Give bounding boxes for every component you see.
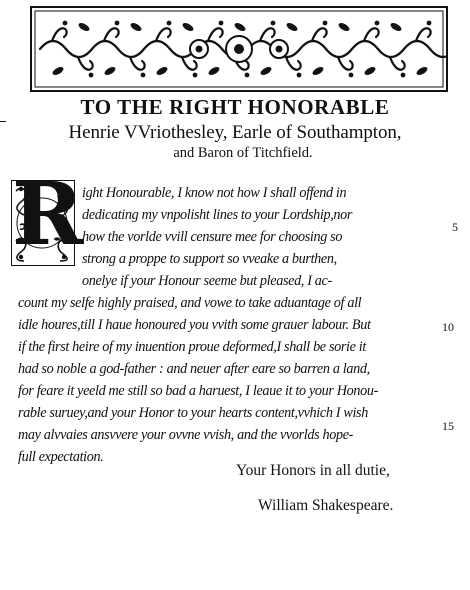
headpiece-leaf <box>337 21 350 32</box>
body-line: rable suruey,and your Honor to your hearts content,vvhich I wish <box>18 405 368 421</box>
headpiece-leaf <box>311 65 324 76</box>
headpiece-tendril <box>130 57 145 70</box>
headpiece-leaf <box>285 21 298 32</box>
headpiece-bud <box>245 73 250 78</box>
addressee-title-line: and Baron of Titchfield. <box>173 145 313 161</box>
headpiece-bud <box>401 73 406 78</box>
decorated-initial <box>11 164 84 266</box>
body-line: if the first heire of my inuention proue deformed,I shall be sorie it <box>18 339 366 355</box>
headpiece-bud <box>63 21 68 26</box>
headpiece-bud <box>193 73 198 78</box>
headpiece-bud <box>219 21 224 26</box>
headpiece-leaf <box>207 65 220 76</box>
headpiece-leaf <box>181 21 194 32</box>
body-line: for feare it yeeld me still so bad a haruest, I leaue it to your Honou- <box>18 383 378 399</box>
headpiece-bud <box>297 73 302 78</box>
addressee-line: Henrie VVriothesley, Earle of Southampton, <box>68 122 402 143</box>
line-number: 5 <box>452 220 458 234</box>
body-line: count my selfe highly praised, and vowe to take aduantage of all <box>18 295 362 311</box>
body-line: may alvvaies ansvvere your ovvne vvish, and the vvorlds hope- <box>18 427 354 443</box>
headpiece-tendril <box>416 28 431 41</box>
headpiece-bud <box>375 21 380 26</box>
headpiece-leaf <box>233 21 246 32</box>
headpiece-leaf <box>363 65 376 76</box>
headpiece-leaf <box>51 65 64 76</box>
body-line: onelye if your Honour seeme but pleased, I ac- <box>82 273 332 289</box>
headpiece-bud <box>89 73 94 78</box>
signature: William Shakespeare. <box>258 497 394 514</box>
headpiece-bud <box>323 21 328 26</box>
body-line: dedicating my vnpolisht lines to your Lordship,nor <box>82 207 353 223</box>
headpiece-bud <box>115 21 120 26</box>
headpiece-tendril <box>390 57 405 70</box>
headpiece-tendril <box>78 57 93 70</box>
headpiece-bud <box>167 21 172 26</box>
body-line: how the vorlde vvill censure mee for choosing so <box>82 229 343 245</box>
headpiece-leaf <box>415 65 428 76</box>
body-line: idle houres,till I haue honoured you vvith some grauer labour. But <box>18 317 371 333</box>
headpiece-leaf <box>389 21 402 32</box>
headpiece-leaf <box>129 21 142 32</box>
headpiece-medallion-center <box>276 46 283 53</box>
headpiece-medallion-center <box>234 44 244 54</box>
headpiece-tendril <box>52 28 67 41</box>
body-line: had so noble a god-father : and neuer after eare so barren a land, <box>18 361 370 377</box>
headpiece-tendril <box>182 57 197 70</box>
headpiece-leaf <box>155 65 168 76</box>
line-number: 15 <box>442 419 454 433</box>
headpiece-tendril <box>208 28 223 41</box>
headpiece-bud <box>141 73 146 78</box>
closing-salutation: Your Honors in all dutie, <box>236 462 390 479</box>
initial-letter: R <box>12 164 84 265</box>
headpiece-tendril <box>338 57 353 70</box>
headpiece-bud <box>427 21 432 26</box>
headpiece-tendril <box>260 28 275 41</box>
headpiece-tendril <box>312 28 327 41</box>
headpiece-tendril <box>286 57 301 70</box>
headpiece-bud <box>349 73 354 78</box>
headpiece-leaf <box>77 21 90 32</box>
body-line: ight Honourable, I know not how I shall offend in <box>82 185 347 201</box>
headpiece-tendril <box>364 28 379 41</box>
headpiece-tendril <box>156 28 171 41</box>
headpiece-leaf <box>259 65 272 76</box>
headpiece-bud <box>271 21 276 26</box>
headpiece-medallion-center <box>196 46 203 53</box>
body-line: full expectation. <box>18 449 104 465</box>
headpiece-leaf <box>103 65 116 76</box>
line-number: 10 <box>442 320 454 334</box>
headpiece-tendril <box>104 28 119 41</box>
body-line: strong a proppe to support so vveake a burthen, <box>82 251 337 267</box>
ornamental-headpiece <box>30 6 448 92</box>
dedication-title: TO THE RIGHT HONORABLE <box>80 95 390 119</box>
